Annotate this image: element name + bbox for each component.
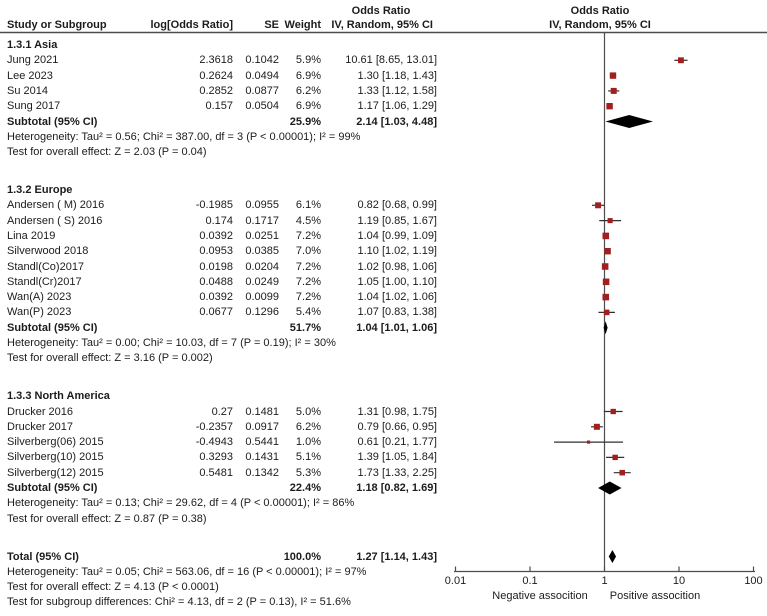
weight-value: 6.9%	[295, 100, 321, 113]
se-column-header: SE	[264, 19, 279, 31]
weight-value: 5.4%	[295, 306, 321, 319]
study-label: Lina 2019	[7, 229, 56, 242]
se-value: 0.0504	[245, 100, 279, 113]
se-value: 0.1296	[245, 306, 279, 319]
ci-value: 1.19 [0.85, 1.67]	[357, 214, 437, 227]
study-label: Sung 2017	[7, 100, 61, 113]
axis-tick-label: 0.1	[522, 575, 538, 587]
ci-value: 1.10 [1.02, 1.19]	[357, 245, 437, 258]
study-label: Drucker 2017	[7, 420, 74, 433]
se-value: 0.0251	[245, 229, 279, 242]
se-value: 0.0494	[245, 69, 279, 82]
se-value: 0.0385	[245, 245, 279, 258]
weight-value: 25.9%	[289, 115, 321, 128]
weight-value: 6.9%	[295, 69, 321, 82]
log-or-value: 0.27	[211, 405, 233, 418]
se-value: 0.1481	[245, 405, 279, 418]
se-value: 0.5441	[245, 436, 279, 449]
log-or-value: 0.0488	[199, 275, 233, 288]
overall-effect-text: Test for overall effect: Z = 4.13 (P < 0.0001)	[7, 581, 219, 594]
weight-value: 51.7%	[289, 321, 321, 334]
subgroup-differences-text: Test for subgroup differences: Chi² = 4.13, df = 2 (P = 0.13), I² = 51.6%	[7, 596, 351, 609]
positive-association-label: Positive assocition	[609, 590, 701, 602]
weight-value: 7.0%	[295, 245, 321, 258]
plot-effect-header: Odds Ratio	[570, 5, 630, 17]
se-value: 0.1342	[245, 466, 279, 479]
study-label: Standl(Co)2017	[7, 260, 85, 273]
log-or-value: 0.0198	[199, 260, 233, 273]
total-label: Total (95% CI)	[7, 550, 79, 563]
study-label: Wan(P) 2023	[7, 306, 72, 319]
ci-value: 1.73 [1.33, 2.25]	[357, 466, 437, 479]
plot-method-header: IV, Random, 95% CI	[549, 19, 651, 31]
weight-value: 22.4%	[289, 482, 321, 494]
ci-value: 0.82 [0.68, 0.99]	[357, 199, 437, 212]
weight-value: 7.2%	[295, 260, 321, 273]
se-value: 0.1042	[245, 54, 279, 67]
log-or-value: 0.174	[205, 214, 233, 227]
weight-value: 5.0%	[295, 405, 321, 418]
weight-value: 5.1%	[295, 451, 321, 464]
ci-value: 1.31 [0.98, 1.75]	[357, 405, 437, 418]
ci-value: 1.39 [1.05, 1.84]	[357, 451, 437, 464]
axis-tick-label: 0.01	[444, 575, 467, 587]
weight-value: 5.3%	[295, 466, 321, 479]
weight-value: 7.2%	[295, 275, 321, 288]
study-label: Lee 2023	[7, 69, 53, 82]
log-or-value: 0.3293	[199, 451, 233, 464]
log-or-value: 0.0677	[199, 306, 233, 319]
study-label: Jung 2021	[7, 54, 59, 67]
overall-effect-text: Test for overall effect: Z = 3.16 (P = 0.002)	[7, 352, 213, 365]
weight-value: 7.2%	[295, 229, 321, 242]
study-label: Silverberg(12) 2015	[7, 466, 104, 479]
study-label: Andersen ( S) 2016	[7, 214, 103, 227]
weight-column-header: Weight	[284, 19, 321, 31]
study-label: Standl(Cr)2017	[7, 275, 82, 288]
ci-value: 1.02 [0.98, 1.06]	[357, 260, 437, 273]
se-value: 0.1431	[245, 451, 279, 464]
se-value: 0.0249	[245, 275, 279, 288]
heterogeneity-text: Heterogeneity: Tau² = 0.05; Chi² = 563.06, df = 16 (P < 0.00001); I² = 97%	[7, 565, 367, 578]
study-label: Wan(A) 2023	[7, 291, 72, 304]
ci-value: 1.04 [0.99, 1.09]	[357, 229, 437, 242]
study-label: Su 2014	[7, 84, 48, 97]
ci-value: 1.07 [0.83, 1.38]	[357, 306, 437, 319]
overall-effect-text: Test for overall effect: Z = 0.87 (P = 0.38)	[7, 512, 207, 525]
log-or-value: -0.1985	[195, 199, 233, 212]
heterogeneity-text: Heterogeneity: Tau² = 0.00; Chi² = 10.03, df = 7 (P = 0.19); I² = 30%	[7, 337, 336, 349]
study-label: Silverberg(06) 2015	[7, 436, 104, 449]
ci-value: 1.17 [1.06, 1.29]	[357, 100, 437, 113]
negative-association-label: Negative assocition	[492, 590, 588, 602]
log-or-value: 0.0392	[199, 229, 233, 242]
se-value: 0.0099	[245, 291, 279, 304]
axis-tick-label: 10	[672, 575, 686, 587]
se-value: 0.0917	[245, 420, 279, 433]
subgroup-heading: 1.3.3 North America	[7, 390, 110, 403]
overall-effect-text: Test for overall effect: Z = 2.03 (P = 0.04)	[7, 146, 207, 159]
study-column-header: Study or Subgroup	[7, 19, 107, 31]
se-value: 0.0877	[245, 84, 279, 97]
log-or-column-header: log[Odds Ratio]	[150, 19, 233, 31]
weight-value: 1.0%	[295, 436, 321, 449]
subtotal-label: Subtotal (95% CI)	[7, 482, 98, 494]
weight-value: 100.0%	[283, 550, 321, 563]
ci-value: 1.05 [1.00, 1.10]	[357, 275, 437, 288]
ci-value: 1.18 [0.82, 1.69]	[356, 482, 437, 494]
subtotal-label: Subtotal (95% CI)	[7, 115, 98, 128]
ci-value: 1.33 [1.12, 1.58]	[357, 84, 437, 97]
ci-value: 1.04 [1.02, 1.06]	[357, 291, 437, 304]
ci-column-header: IV, Random, 95% CI	[331, 19, 433, 31]
ci-value: 1.04 [1.01, 1.06]	[356, 321, 437, 334]
weight-value: 7.2%	[295, 291, 321, 304]
weight-value: 6.1%	[295, 199, 321, 212]
left-effect-header: Odds Ratio	[351, 5, 411, 17]
log-or-value: -0.4943	[195, 436, 233, 449]
ci-value: 0.79 [0.66, 0.95]	[357, 420, 437, 433]
axis-tick-label: 100	[744, 575, 763, 587]
log-or-value: 2.3618	[199, 54, 233, 67]
ci-value: 10.61 [8.65, 13.01]	[345, 54, 437, 67]
subtotal-label: Subtotal (95% CI)	[7, 321, 98, 334]
log-or-value: 0.0953	[199, 245, 233, 258]
axis-tick-label: 1	[601, 575, 608, 587]
weight-value: 5.9%	[295, 54, 321, 67]
weight-value: 6.2%	[295, 420, 321, 433]
log-or-value: 0.5481	[199, 466, 233, 479]
ci-value: 0.61 [0.21, 1.77]	[357, 436, 437, 449]
ci-value: 2.14 [1.03, 4.48]	[356, 115, 437, 128]
log-or-value: 0.0392	[199, 291, 233, 304]
log-or-value: 0.157	[205, 100, 233, 113]
weight-value: 4.5%	[295, 214, 321, 227]
heterogeneity-text: Heterogeneity: Tau² = 0.56; Chi² = 387.00, df = 3 (P < 0.00001); I² = 99%	[7, 130, 361, 143]
log-or-value: -0.2357	[195, 420, 233, 433]
weight-value: 6.2%	[295, 84, 321, 97]
se-value: 0.0955	[245, 199, 279, 212]
study-label: Silverberg(10) 2015	[7, 451, 104, 464]
se-value: 0.0204	[245, 260, 279, 273]
se-value: 0.1717	[245, 214, 279, 227]
log-or-value: 0.2852	[199, 84, 233, 97]
ci-value: 1.30 [1.18, 1.43]	[357, 69, 437, 82]
study-label: Drucker 2016	[7, 405, 74, 418]
log-or-value: 0.2624	[199, 69, 233, 82]
subgroup-heading: 1.3.2 Europe	[7, 184, 73, 196]
subgroup-heading: 1.3.1 Asia	[7, 39, 58, 51]
ci-value: 1.27 [1.14, 1.43]	[356, 550, 437, 563]
study-label: Silverwood 2018	[7, 245, 89, 258]
study-label: Andersen ( M) 2016	[7, 199, 105, 212]
heterogeneity-text: Heterogeneity: Tau² = 0.13; Chi² = 29.62, df = 4 (P < 0.00001); I² = 86%	[7, 497, 355, 510]
